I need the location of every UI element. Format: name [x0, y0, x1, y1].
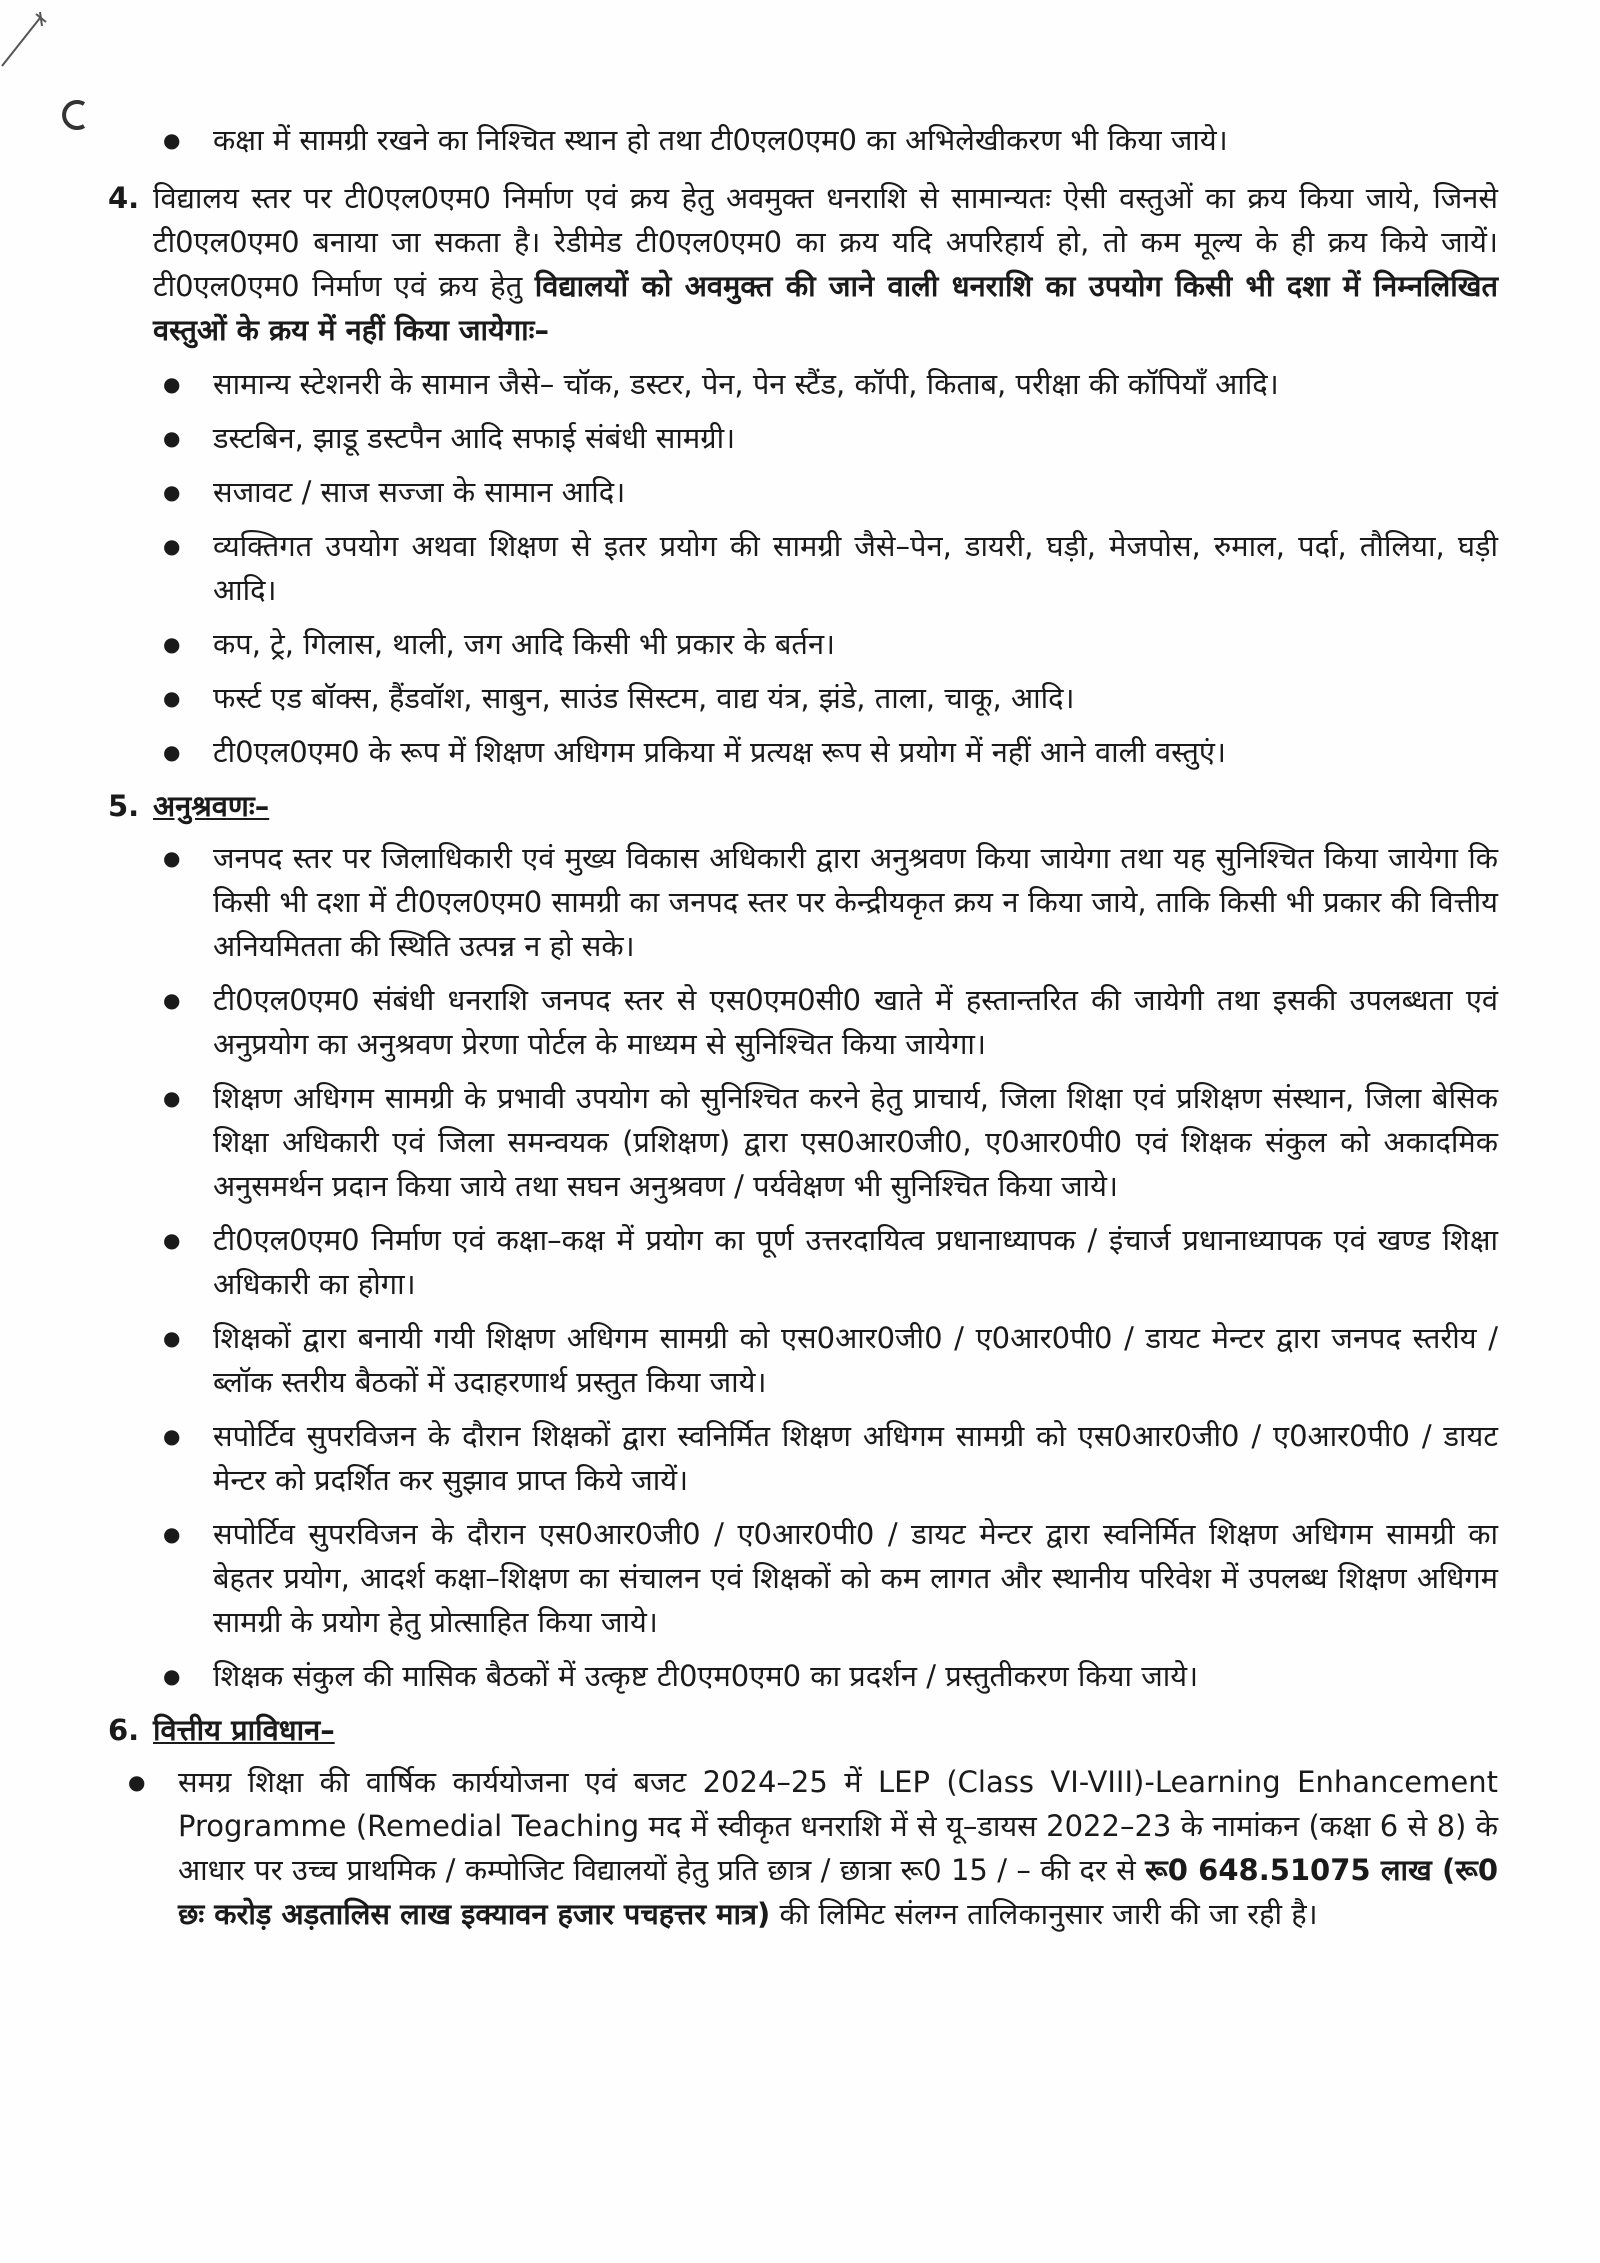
hole-punch-mark	[58, 98, 92, 132]
list-item: ● सामान्य स्टेशनरी के सामान जैसे– चॉक, डस्टर, पेन, पेन स्टैंड, कॉपी, किताब, परीक्षा की कॉपियाँ आदि।	[163, 362, 1498, 406]
section-4-bold-text: विद्यालयों को अवमुक्त की जाने वाली धनराशि का उपयोग किसी भी दशा में निम्नलिखित वस्तुओं के क्रय में नहीं किया जायेगाः–	[153, 269, 1499, 347]
section-number: 5.	[108, 789, 140, 823]
section-6-heading	[108, 1708, 1498, 1752]
section-title: अनुश्रवणः–	[153, 789, 270, 823]
list-item: ● टी0एल0एम0 संबंधी धनराशि जनपद स्तर से एस0एम0सी0 खाते में हस्तान्तरित की जायेगी तथा इसकी उपलब्धता एवं अनुप्रयोग का अनुश्रवण प्रेरणा पोर्टल के माध्यम से सुनिश्चित किया जायेगा।	[163, 978, 1498, 1066]
section-4-list	[108, 362, 1498, 774]
list-item: ● टी0एल0एम0 के रूप में शिक्षण अधिगम प्रकिया में प्रत्यक्ष रूप से प्रयोग में नहीं आने वाली वस्तुएं।	[163, 730, 1498, 774]
list-item: ● सपोर्टिव सुपरविजन के दौरान एस0आर0जी0 / ए0आर0पी0 / डायट मेन्टर द्वारा स्वनिर्मित शिक्षण अधिगम सामग्री का बेहतर प्रयोग, आदर्श कक्षा–शिक्षण का संचालन एवं शिक्षकों को कम लागत और स्थानीय परिवेश में उपलब्ध शिक्षण अधिगम सामग्री के प्रयोग हेतु प्रोत्साहित किया जाये।	[163, 1512, 1498, 1644]
list-item: ● डस्टबिन, झाडू डस्टपैन आदि सफाई संबंधी सामग्री।	[163, 416, 1498, 460]
section-5-list	[108, 836, 1498, 1698]
pen-stroke-mark	[0, 0, 50, 70]
section-4-text: विद्यालय स्तर पर टी0एल0एम0 निर्माण एवं क्रय हेतु अवमुक्त धनराशि से सामान्यतः ऐसी वस्तुओं का क्रय किया जाये, जिनसे टी0एल0एम0 बनाया जा सकता है। रेडीमेड टी0एल0एम0 का क्रय यदि अपरिहार्य हो, तो कम मूल्य के ही क्रय किये जायें। टी0एल0एम0 निर्माण एवं क्रय हेतु	[153, 181, 1498, 303]
section-5-heading	[108, 784, 1498, 828]
list-item: ● जनपद स्तर पर जिलाधिकारी एवं मुख्य विकास अधिकारी द्वारा अनुश्रवण किया जायेगा तथा यह सुनिश्चित किया जायेगा कि किसी भी दशा में टी0एल0एम0 सामग्री का जनपद स्तर पर केन्द्रीयकृत क्रय न किया जाये, ताकि किसी भी प्रकार की वित्तीय अनियमितता की स्थिति उत्पन्न न हो सके।	[163, 836, 1498, 968]
section-number: 6.	[108, 1713, 140, 1747]
list-item: ● सपोर्टिव सुपरविजन के दौरान शिक्षकों द्वारा स्वनिर्मित शिक्षण अधिगम सामग्री को एस0आर0जी0 / ए0आर0पी0 / डायट मेन्टर को प्रदर्शित कर सुझाव प्राप्त किये जायें।	[163, 1414, 1498, 1502]
list-item: ● फर्स्ट एड बॉक्स, हैंडवॉश, साबुन, साउंड सिस्टम, वाद्य यंत्र, झंडे, ताला, चाकू, आदि।	[163, 676, 1498, 720]
list-item: ● सजावट / साज सज्जा के सामान आदि।	[163, 470, 1498, 514]
list-item: ● शिक्षण अधिगम सामग्री के प्रभावी उपयोग को सुनिश्चित करने हेतु प्राचार्य, जिला शिक्षा एवं प्रशिक्षण संस्थान, जिला बेसिक शिक्षा अधिकारी एवं जिला समन्वयक (प्रशिक्षण) द्वारा एस0आर0जी0, ए0आर0पी0 एवं शिक्षक संकुल को अकादमिक अनुसमर्थन प्रदान किया जाये तथा सघन अनुश्रवण / पर्यवेक्षण भी सुनिश्चित किया जाये।	[163, 1076, 1498, 1208]
section-number: 4.	[108, 181, 140, 215]
list-item: ● शिक्षक संकुल की मासिक बैठकों में उत्कृष्ट टी0एम0एम0 का प्रदर्शन / प्रस्तुतीकरण किया जाये।	[163, 1654, 1498, 1698]
list-item: ● समग्र शिक्षा की वार्षिक कार्ययोजना एवं बजट 2024–25 में LEP (Class VI-VIII)-Learning Enhancement Programme (Remedial Teaching मद में स्वीकृत धनराशि में से यू–डायस 2022–23 के नामांकन (कक्षा 6 से 8) के आधार पर उच्च प्राथमिक / कम्पोजिट विद्यालयों हेतु प्रति छात्र / छात्रा रू0 15 / – की दर से रू0 648.51075 लाख (रू0 छः करोड़ अड़तालिस लाख इक्यावन हजार पचहत्तर मात्र) की लिमिट संलग्न तालिकानुसार जारी की जा रही है।	[128, 1760, 1498, 1936]
section-6	[108, 1708, 1498, 1936]
amount-bold-text: रू0 648.51075 लाख (रू0 छः करोड़ अड़तालिस लाख इक्यावन हजार पचहत्तर मात्र)	[178, 1853, 1499, 1931]
section-title: वित्तीय प्राविधान–	[153, 1713, 335, 1747]
list-item: ● टी0एल0एम0 निर्माण एवं कक्षा–कक्ष में प्रयोग का पूर्ण उत्तरदायित्व प्रधानाध्यापक / इंचार्ज प्रधानाध्यापक एवं खण्ड शिक्षा अधिकारी का होगा।	[163, 1218, 1498, 1306]
document-body	[108, 118, 1498, 1946]
list-item: ● कक्षा में सामग्री रखने का निश्चित स्थान हो तथा टी0एल0एम0 का अभिलेखीकरण भी किया जाये।	[163, 118, 1498, 162]
list-item: ● शिक्षकों द्वारा बनायी गयी शिक्षण अधिगम सामग्री को एस0आर0जी0 / ए0आर0पी0 / डायट मेन्टर द्वारा जनपद स्तरीय / ब्लॉक स्तरीय बैठकों में उदाहरणार्थ प्रस्तुत किया जाये।	[163, 1316, 1498, 1404]
section-4	[108, 176, 1498, 352]
list-item: ● कप, ट्रे, गिलास, थाली, जग आदि किसी भी प्रकार के बर्तन।	[163, 622, 1498, 666]
list-item: ● व्यक्तिगत उपयोग अथवा शिक्षण से इतर प्रयोग की सामग्री जैसे–पेन, डायरी, घड़ी, मेजपोस, रुमाल, पर्दा, तौलिया, घड़ी आदि।	[163, 524, 1498, 612]
